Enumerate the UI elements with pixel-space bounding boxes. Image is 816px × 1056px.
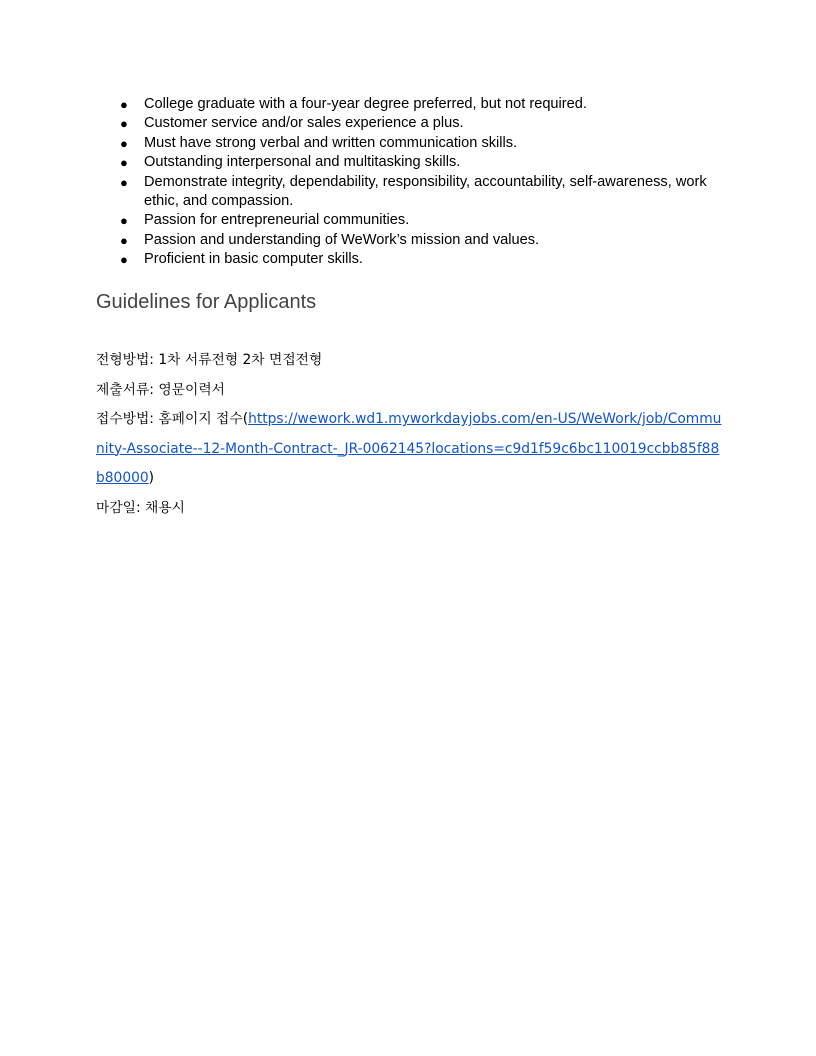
selection-process-text: 전형방법: 1차 서류전형 2차 면접전형	[96, 352, 323, 368]
application-method	[96, 405, 726, 494]
requirement-text: Passion and understanding of WeWork’s mission and values.	[144, 231, 540, 248]
bullet-icon: ●	[120, 97, 128, 112]
list-item	[96, 114, 726, 133]
requirement-text: Passion for entrepreneurial communities.	[144, 212, 410, 229]
requirement-text: Demonstrate integrity, dependability, responsibility, accountability, self-awareness, work ethic, and compassion.	[144, 173, 707, 210]
bullet-icon: ●	[120, 155, 128, 171]
requirement-text: Outstanding interpersonal and multitasking skills.	[144, 154, 461, 171]
list-item	[96, 250, 726, 269]
list-item	[96, 134, 726, 153]
list-item	[96, 231, 726, 250]
requirement-text: Must have strong verbal and written communication skills.	[144, 134, 518, 151]
list-item	[96, 173, 726, 212]
guidelines-heading: Guidelines for Applicants	[96, 291, 317, 313]
bullet-icon: ●	[120, 116, 128, 132]
requirement-text: College graduate with a four-year degree preferred, but not required.	[144, 96, 587, 112]
list-item	[96, 211, 726, 230]
list-item	[96, 95, 726, 114]
list-item	[96, 153, 726, 172]
bullet-icon: ●	[120, 232, 128, 248]
bullet-icon: ●	[120, 135, 128, 151]
requirement-text: Proficient in basic computer skills.	[144, 251, 363, 268]
guidelines-info	[96, 346, 726, 523]
requirements-list	[96, 95, 726, 270]
application-prefix: 접수방법: 홈페이지 접수(	[96, 411, 249, 427]
bullet-icon: ●	[120, 213, 128, 229]
bullet-icon: ●	[120, 174, 128, 190]
application-link[interactable]: https://wework.wd1.myworkdayjobs.com/en-US/WeWork/job/Community-Associate--12-Month-Contract-_JR-0062145?locations=c9d1f59c6bc110019ccbb85f88b80000	[96, 411, 722, 486]
application-suffix: )	[148, 470, 155, 486]
deadline-text: 마감일: 채용시	[96, 499, 186, 516]
documents-text: 제출서류: 영문이력서	[96, 381, 225, 398]
bullet-icon: ●	[120, 252, 128, 268]
requirement-text: Customer service and/or sales experience a plus.	[144, 115, 464, 132]
